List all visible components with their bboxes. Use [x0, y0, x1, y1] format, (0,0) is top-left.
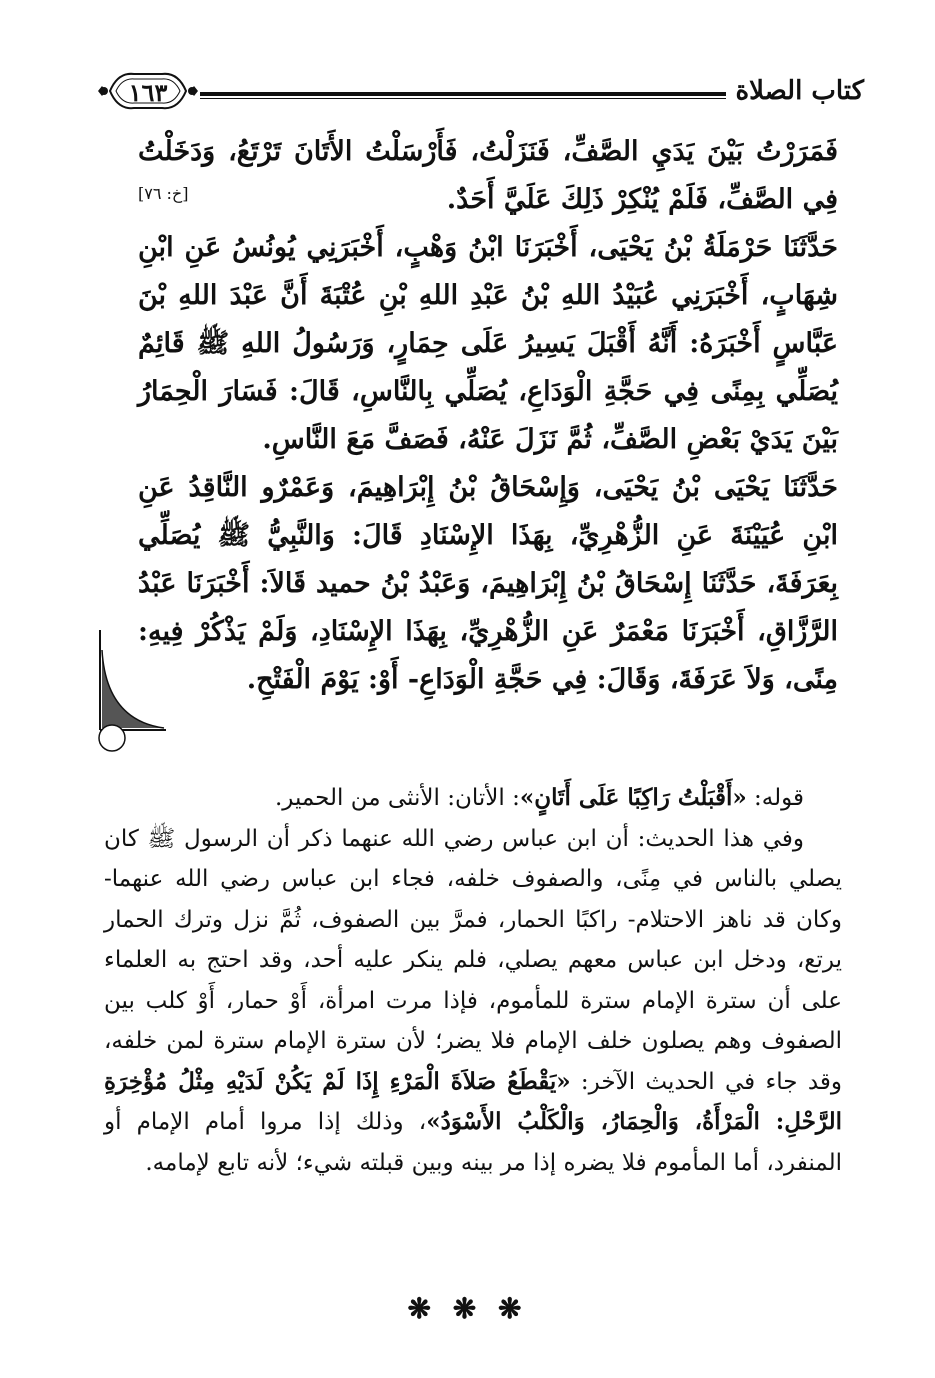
section-separator-icon: ❋ ❋ ❋	[407, 1292, 528, 1325]
page-number: ١٦٣	[128, 78, 168, 107]
commentary-block	[104, 778, 842, 1183]
hadith-text: فَمَرَرْتُ بَيْنَ يَدَيِ الصَّفِّ، فَنَزَلْتُ، فَأَرْسَلْتُ الأَتَانَ تَرْتَعُ، وَدَخَلْتُ فِي الصَّفِّ، فَلَمْ يُنْكِرْ ذَلِكَ عَلَيَّ أَحَدٌ.	[138, 136, 838, 215]
quoted-hadith: «يَقْطَعُ صَلاَةَ الْمَرْءِ إِذَا لَمْ يَكُنْ لَدَيْهِ مِثْلُ مُؤْخِرَةِ الرَّحْلِ: الْمَرْأَةُ، وَالْحِمَارُ، وَالْكَلْبُ الأَسْوَدُ»	[104, 1067, 842, 1135]
commentary-text: وفي هذا الحديث: أن ابن عباس رضي الله عنهما ذكر أن الرسول ﷺ كان يصلي بالناس في مِنًى، والصفوف خلفه، فجاء ابن عباس رضي الله عنهما- وكان قد ناهز الاحتلام- راكبًا الحمار، فمرَّ بين الصفوف، ثُمَّ نزل وترك الحمار يرتع، ودخل ابن عباس معهم يصلي، فلم ينكر عليه أحد، وقد احتج به العلماء على أن سترة الإمام سترة للمأموم، فإذا مرت امرأة، أَوْ حمار، أَوْ كلب بين الصفوف وهم يصلون خلف الإمام فلا يضر؛ لأن سترة الإمام سترة لمن خلفه، وقد جاء في الحديث الآخر:	[104, 825, 842, 1095]
hadith-paragraph: حَدَّثَنَا يَحْيَى بْنُ يَحْيَى، وَإِسْحَاقُ بْنُ إِبْرَاهِيمَ، وَعَمْرٌو النَّاقِدُ عَنِ ابْنِ عُيَيْنَةَ عَنِ الزُّهْرِيِّ، بِهَذَا الإِسْنَادِ قَالَ: وَالنَّبِيُّ ﷺ يُصَلِّي بِعَرَفَةَ، حَدَّثَنَا إِسْحَاقُ بْنُ إِبْرَاهِيمَ، وَعَبْدُ بْنُ حميد قَالاَ: أَخْبَرَنَا عَبْدُ الرَّزَّاقِ، أَخْبَرَنَا مَعْمَرٌ عَنِ الزُّهْرِيِّ، بِهَذَا الإِسْنَادِ، وَلَمْ يَذْكُرْ فِيهِ: مِنًى، وَلاَ عَرَفَةَ، وَقَالَ: فِي حَجَّةِ الْوَدَاعِ- أَوْ: يَوْمَ الْفَتْحِ.	[138, 472, 838, 695]
source-reference: [خ: ٧٦]	[138, 184, 189, 203]
page-number-badge	[96, 66, 200, 116]
corner-ornament-icon	[96, 630, 166, 755]
page-header	[96, 66, 864, 116]
commentary-text: : الأتان: الأنثى من الحمير.	[274, 785, 520, 811]
hadith-text-block	[138, 128, 838, 704]
commentary-text: ، وذلك إذا مروا أمام الإمام أو المنفرد، أما المأموم فلا يضره إذا مر بينه وبين قبلته شيء؛ لأنه تابع لإمامه.	[104, 1109, 842, 1176]
hadith-paragraph	[138, 128, 838, 224]
chapter-title: كتاب الصلاة	[735, 76, 864, 106]
quoted-phrase: «أَقْبَلْتُ رَاكِبًا عَلَى أَتَانٍ»	[519, 784, 747, 811]
hadith-paragraph: حَدَّثَنَا حَرْمَلَةُ بْنُ يَحْيَى، أَخْبَرَنَا ابْنُ وَهْبٍ، أَخْبَرَنِي يُونُسُ عَنِ ابْنِ شِهَابٍ، أَخْبَرَنِي عُبَيْدُ اللهِ بْنُ عَبْدِ اللهِ بْنِ عُتْبَةَ أَنَّ عَبْدَ اللهِ بْنَ عَبَّاسٍ أَخْبَرَهُ: أَنَّهُ أَقْبَلَ يَسِيرُ عَلَى حِمَارٍ، وَرَسُولُ اللهِ ﷺ قَائِمٌ يُصَلِّي بِمِنًى فِي حَجَّةِ الْوَدَاعِ، يُصَلِّي بِالنَّاسِ، قَالَ: فَسَارَ الْحِمَارُ بَيْنَ يَدَيْ بَعْضِ الصَّفِّ، ثُمَّ نَزَلَ عَنْهُ، فَصَفَّ مَعَ النَّاسِ.	[138, 232, 838, 455]
header-rule	[200, 92, 726, 99]
commentary-lead: قوله:	[746, 785, 804, 811]
commentary-paragraph	[104, 778, 842, 819]
commentary-paragraph	[104, 819, 842, 1184]
